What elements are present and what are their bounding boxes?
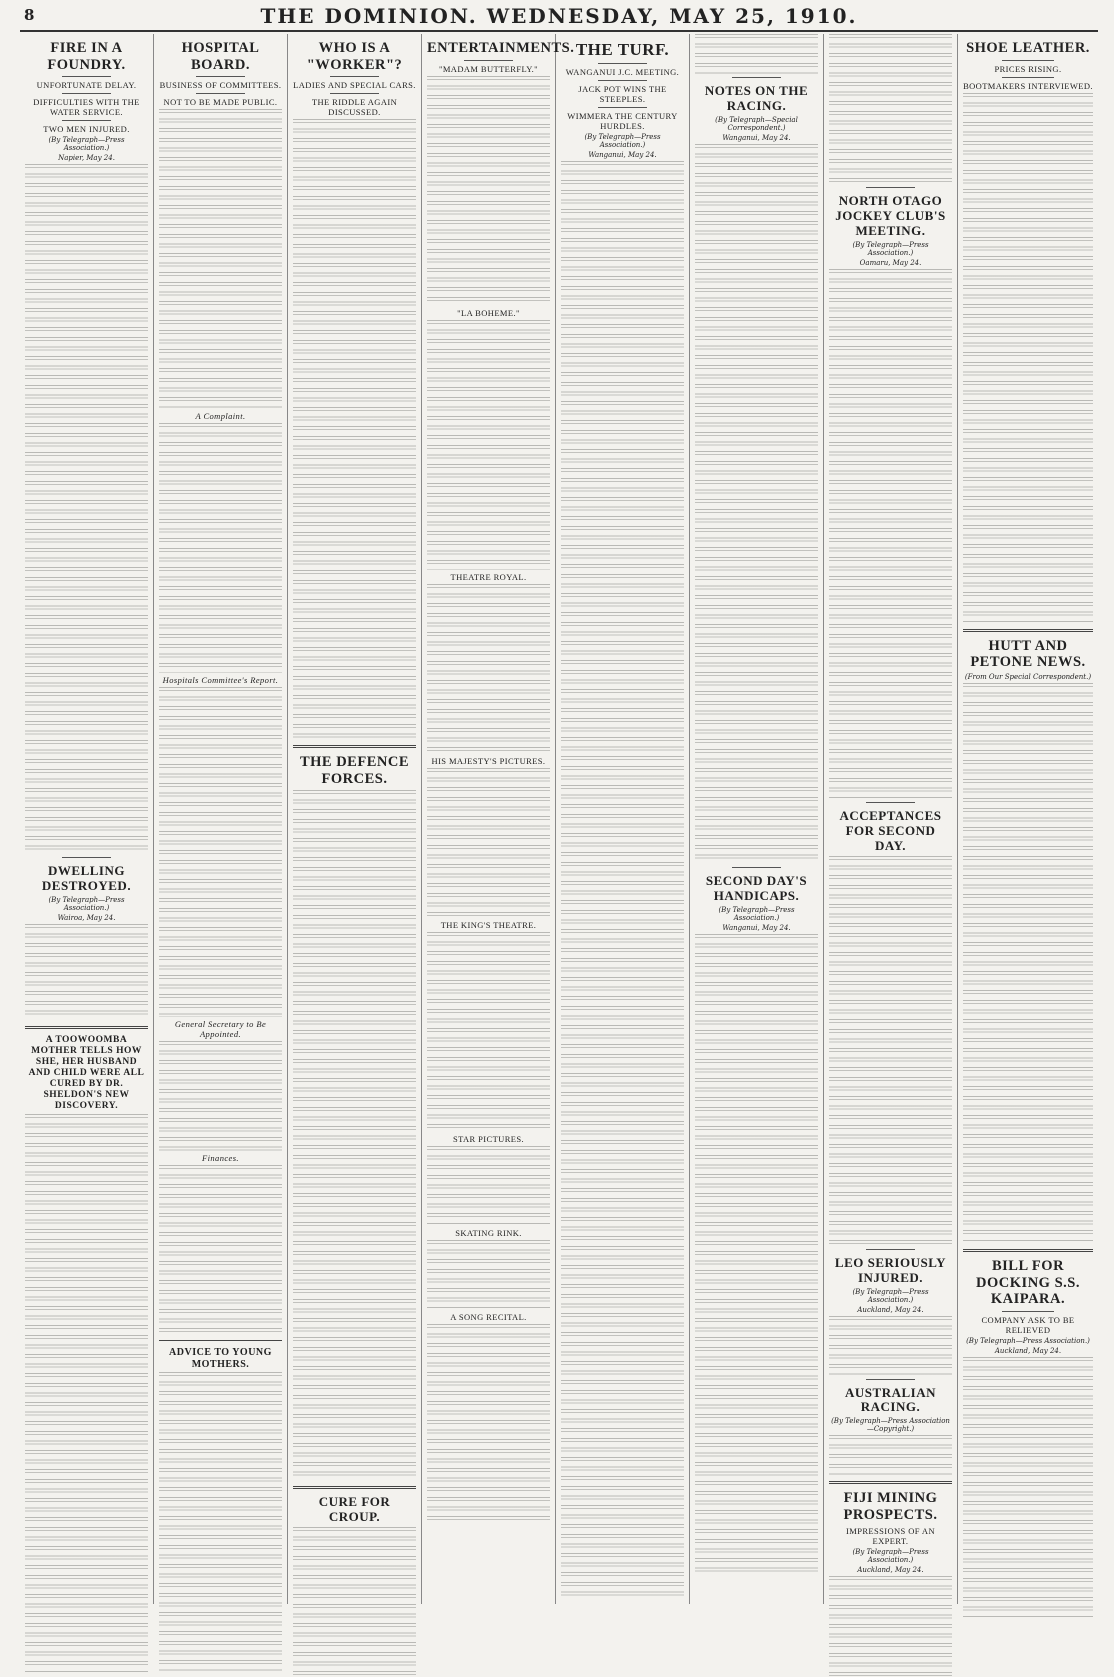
dateline: Auckland, May 24. <box>857 1565 924 1574</box>
subheadline: HIS MAJESTY'S PICTURES. <box>431 755 546 766</box>
subheadline: TWO MEN INJURED. <box>43 124 130 135</box>
subheadline: UNFORTUNATE DELAY. <box>36 80 137 91</box>
headline: BILL FOR DOCKING S.S. KAIPARA. <box>976 1258 1080 1308</box>
subheadline: JACK POT WINS THE STEEPLES. <box>578 83 667 104</box>
subheadline: WANGANUI J.C. MEETING. <box>565 66 680 77</box>
headline: SHOE LEATHER. <box>966 40 1090 56</box>
headline: ENTERTAINMENTS. <box>427 40 575 56</box>
body-text-block <box>829 1316 952 1376</box>
column-7 <box>824 34 958 1604</box>
byline: (By Telegraph—Press Association.) <box>852 240 929 257</box>
dateline: Wanganui, May 24. <box>722 923 791 932</box>
headline: AUSTRALIAN RACING. <box>845 1384 936 1415</box>
body-text-block <box>25 1114 148 1674</box>
body-text-block <box>829 1435 952 1475</box>
column-3 <box>288 34 422 1604</box>
headline: THE DEFENCE FORCES. <box>299 754 410 788</box>
body-text-block <box>427 584 550 754</box>
subheadline: THE RIDDLE AGAIN DISCUSSED. <box>311 97 398 118</box>
body-text-block <box>159 1372 282 1672</box>
body-text-block <box>829 856 952 1246</box>
column-2 <box>154 34 288 1604</box>
body-text-block <box>159 1041 282 1151</box>
body-text-block <box>293 119 416 739</box>
byline: (From Our Special Correspondent.) <box>964 673 1092 682</box>
headline: DWELLING DESTROYED. <box>41 863 132 894</box>
subheadline: WIMMERA THE CENTURY HURDLES. <box>567 110 678 131</box>
subheadline: BOOTMAKERS INTERVIEWED. <box>963 80 1093 91</box>
body-text-block <box>159 687 282 1017</box>
headline: FIJI MINING PROSPECTS. <box>843 1490 938 1524</box>
body-text-block <box>829 1576 952 1676</box>
column-8 <box>958 34 1098 1604</box>
body-text-block <box>963 93 1093 623</box>
subheadline: THEATRE ROYAL. <box>450 571 527 582</box>
subheadline: SKATING RINK. <box>455 1227 522 1238</box>
body-text-block <box>695 144 818 864</box>
byline: (By Telegraph—Special Correspondent.) <box>715 115 798 132</box>
columns-container <box>20 34 1098 1604</box>
dateline: Auckland, May 24. <box>994 1347 1062 1356</box>
body-text-block <box>427 932 550 1132</box>
body-text-block <box>427 768 550 918</box>
headline: NOTES ON THE RACING. <box>704 83 809 113</box>
body-text-block <box>159 109 282 409</box>
headline: LEO SERIOUSLY INJURED. <box>834 1254 947 1285</box>
body-text-block <box>829 269 952 799</box>
byline: (By Telegraph—Press Association.) <box>852 1547 929 1564</box>
headline: WHO IS A "WORKER"? <box>306 40 403 73</box>
body-text-block <box>427 76 550 306</box>
body-text-block <box>293 1527 416 1677</box>
section-subhead: Finances. <box>202 1153 239 1164</box>
subheadline: PRICES RISING. <box>994 63 1062 74</box>
dateline: Wanganui, May 24. <box>588 150 657 159</box>
byline: (By Telegraph—Press Association.) <box>48 896 125 913</box>
section-subhead: Hospitals Committee's Report. <box>162 675 279 686</box>
body-text-block <box>427 1240 550 1310</box>
dateline: Wairoa, May 24. <box>57 914 116 923</box>
byline: (By Telegraph—Press Association—Copyright.) <box>831 1417 950 1434</box>
masthead <box>20 4 1098 32</box>
byline: (By Telegraph—Press Association.) <box>718 905 795 922</box>
subheadline: "MADAM BUTTERFLY." <box>438 63 539 74</box>
byline: (By Telegraph—Press Association.) <box>48 136 125 153</box>
body-text-block <box>829 34 952 184</box>
dateline: Wanganui, May 24. <box>722 133 791 142</box>
body-text-block <box>159 1165 282 1335</box>
headline: SECOND DAY'S HANDICAPS. <box>705 872 808 903</box>
column-1 <box>20 34 154 1604</box>
subheadline: LADIES AND SPECIAL CARS. <box>293 80 416 91</box>
body-text-block <box>561 161 684 1601</box>
body-text-block <box>25 924 148 1020</box>
headline: FIRE IN A FOUNDRY. <box>47 40 126 73</box>
headline: ADVICE TO YOUNG MOTHERS. <box>169 1347 272 1370</box>
headline: THE TURF. <box>575 40 670 59</box>
body-text-block <box>293 790 416 1480</box>
headline: CURE FOR CROUP. <box>318 1493 391 1524</box>
subheadline: THE KING'S THEATRE. <box>440 919 537 930</box>
byline: (By Telegraph—Press Association.) <box>852 1287 929 1304</box>
byline: (By Telegraph—Press Association.) <box>966 1337 1090 1346</box>
section-subhead: A Complaint. <box>195 411 246 422</box>
dateline: Oamaru, May 24. <box>859 258 922 267</box>
body-text-block <box>963 1357 1093 1617</box>
body-text-block <box>427 1324 550 1524</box>
column-4 <box>422 34 575 1604</box>
newspaper-title: THE DOMINION. WEDNESDAY, MAY 25, 1910. <box>260 4 858 28</box>
dateline: Auckland, May 24. <box>857 1305 924 1314</box>
byline: (By Telegraph—Press Association.) <box>584 132 661 149</box>
headline: NORTH OTAGO JOCKEY CLUB'S MEETING. <box>835 193 946 238</box>
headline: HOSPITAL BOARD. <box>181 40 260 73</box>
subheadline: "LA BOHEME." <box>457 307 520 318</box>
section-subhead: General Secretary to Be Appointed. <box>174 1019 267 1040</box>
subheadline: COMPANY ASK TO BE RELIEVED <box>981 1315 1075 1336</box>
headline: HUTT AND PETONE NEWS. <box>970 637 1086 671</box>
column-6 <box>690 34 824 1604</box>
headline: ACCEPTANCES FOR SECOND DAY. <box>839 807 942 853</box>
body-text-block <box>963 683 1093 1243</box>
subheadline: BUSINESS OF COMMITTEES. <box>159 80 282 91</box>
body-text-block <box>695 934 818 1574</box>
body-text-block <box>159 423 282 673</box>
body-text-block <box>25 164 148 854</box>
subheadline: NOT TO BE MADE PUBLIC. <box>163 97 278 108</box>
subheadline: DIFFICULTIES WITH THE WATER SERVICE. <box>33 97 140 118</box>
page-number: 8 <box>24 6 35 24</box>
headline: A TOOWOOMBA MOTHER TELLS HOW SHE, HER HUSBAND AND CHILD WERE ALL CURED BY DR. SHELDON'S NEW DISCOVERY. <box>28 1035 145 1111</box>
dateline: Napier, May 24. <box>58 154 115 163</box>
subheadline: A SONG RECITAL. <box>450 1311 527 1322</box>
subheadline: STAR PICTURES. <box>452 1133 525 1144</box>
body-text-block <box>427 320 550 570</box>
subheadline: IMPRESSIONS OF AN EXPERT. <box>846 1525 935 1546</box>
column-5 <box>556 34 690 1604</box>
body-text-block <box>427 1146 550 1226</box>
body-text-block <box>695 34 818 74</box>
